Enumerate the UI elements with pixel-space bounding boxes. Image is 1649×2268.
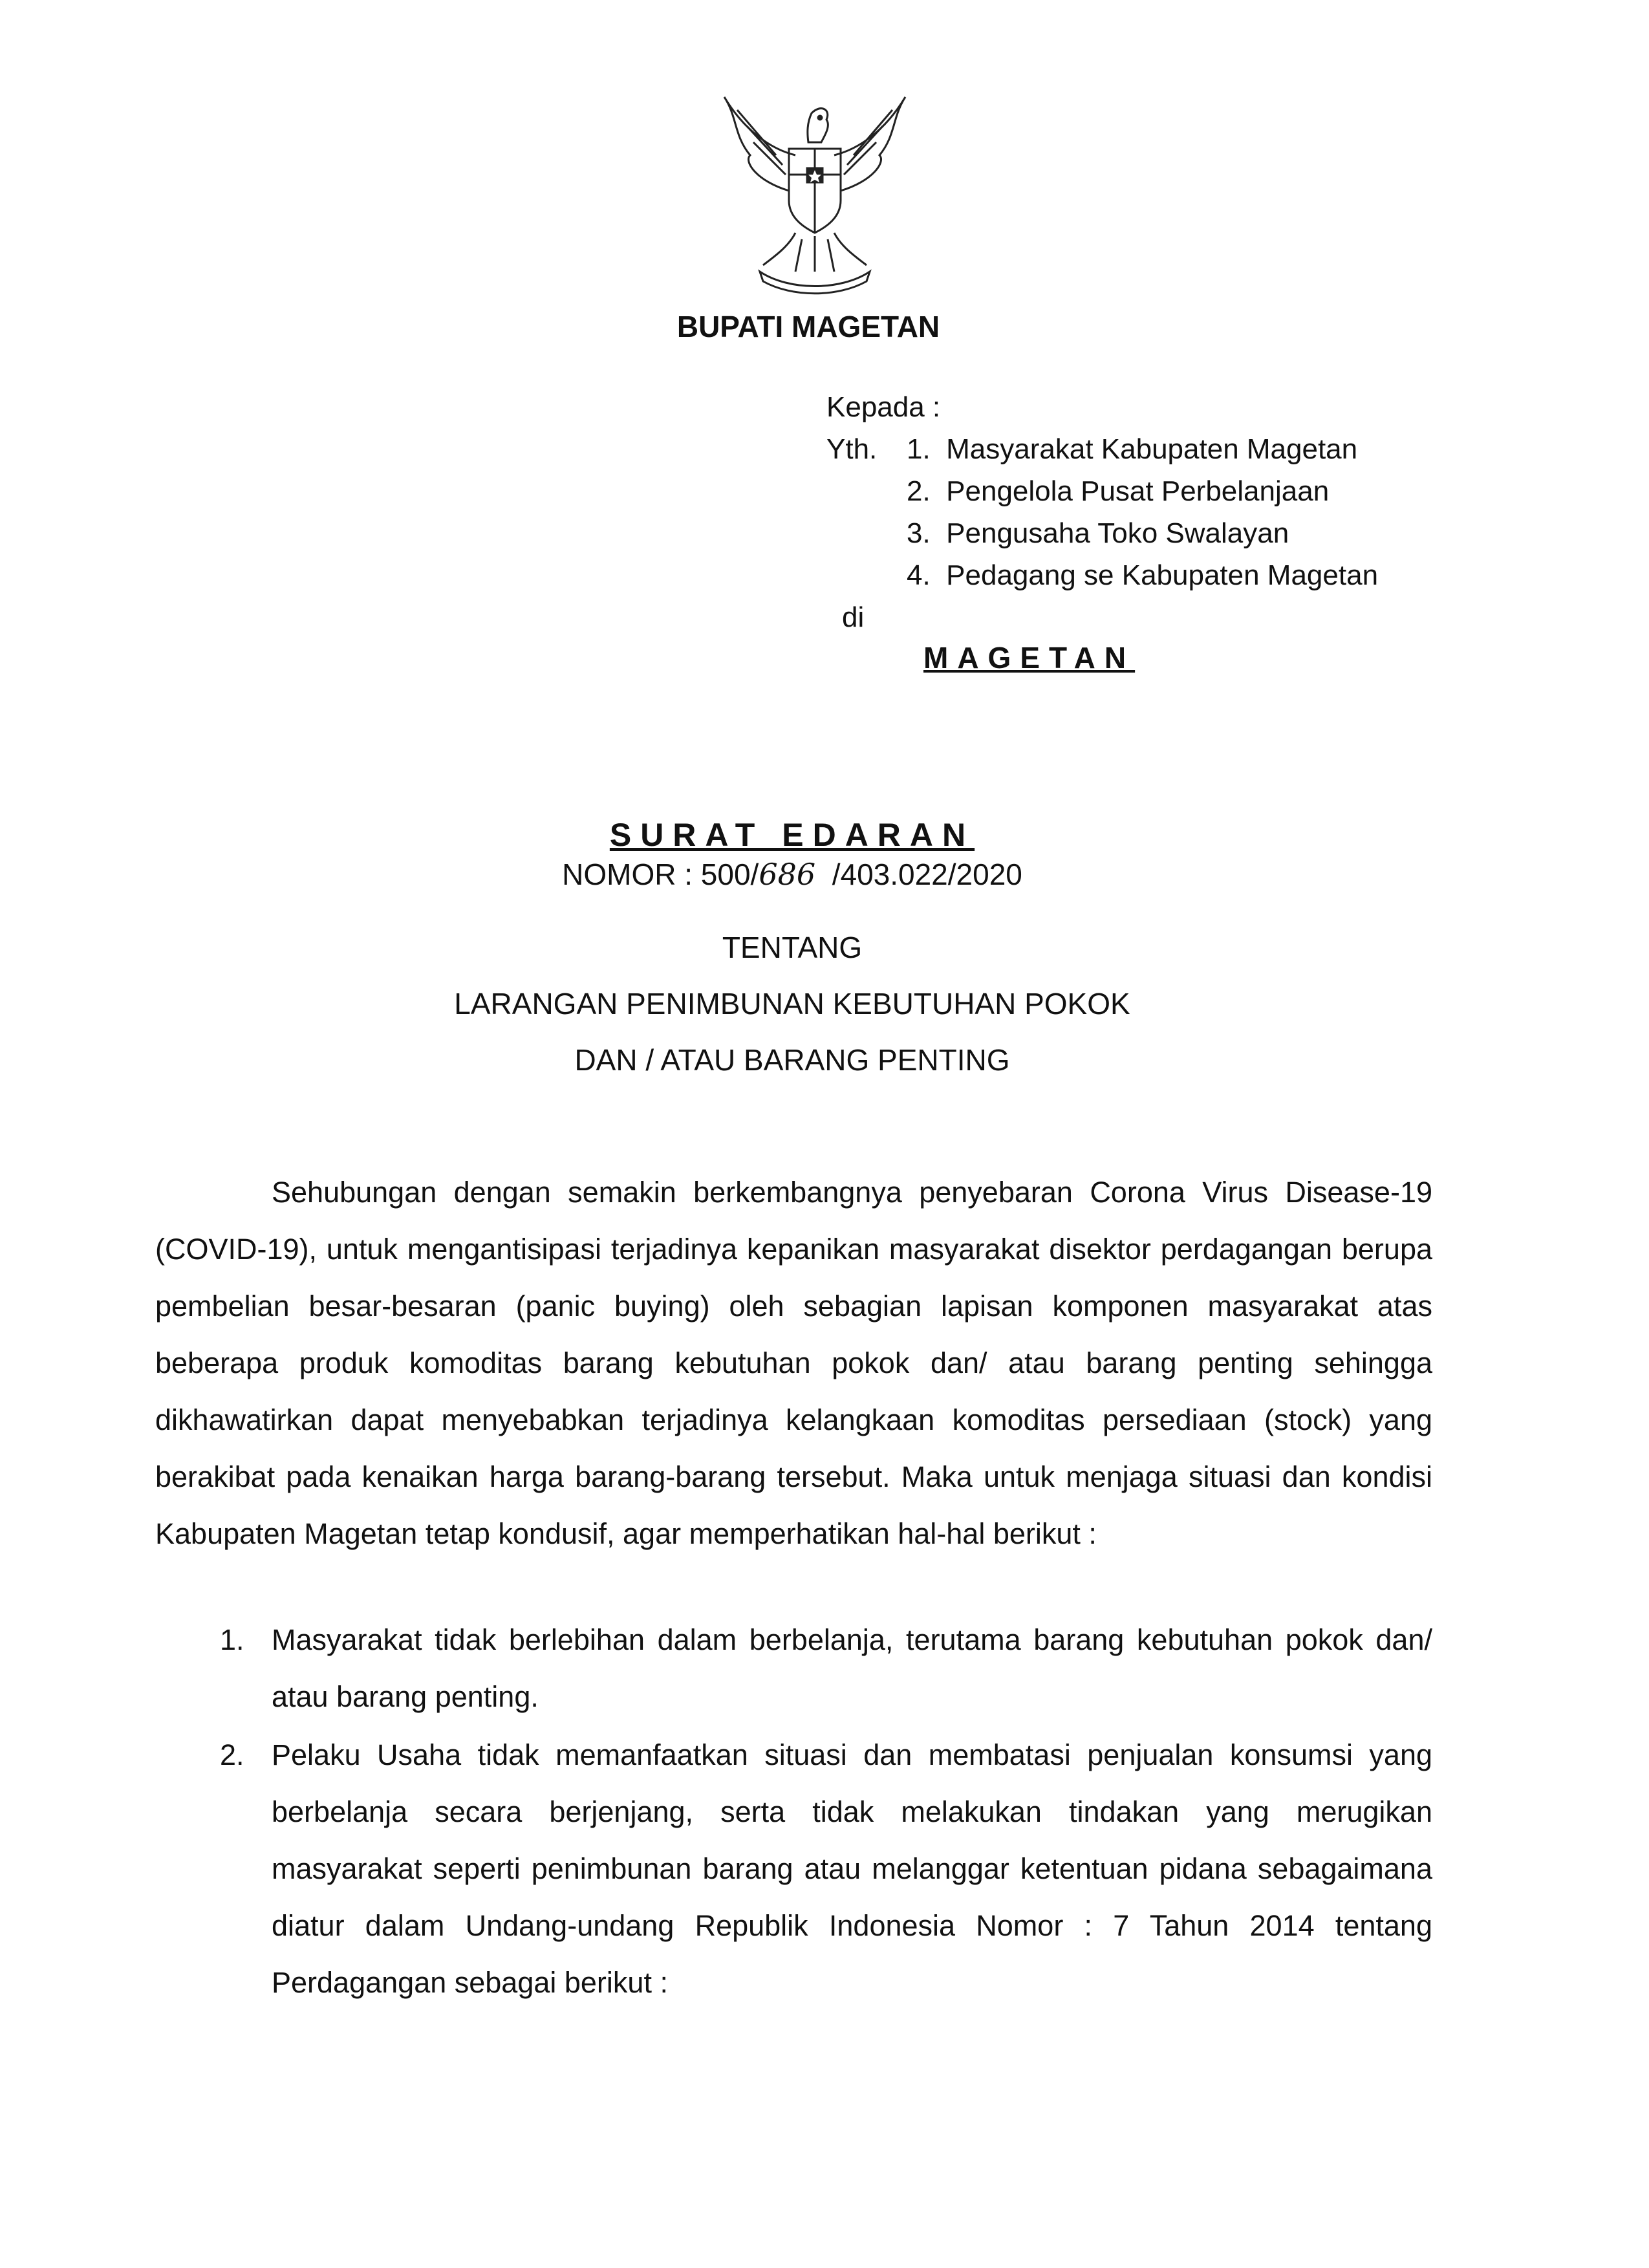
recipient-number: 4. — [907, 559, 931, 591]
circular-subject-line2: DAN / ATAU BARANG PENTING — [574, 1043, 1010, 1077]
recipient-number: 2. — [907, 475, 931, 507]
address-di: di — [842, 601, 865, 633]
list-item-text: Pelaku Usaha tidak memanfaatkan situasi dan membatasi penjualan konsumsi yang berbelanja secara berjenjang, serta tidak melakukan tindakan yang merugikan masyarakat seperti penimbunan barang atau melanggar ketentuan pidana sebagaimana diatur dalam Undang-undang Republik Indonesia Nomor : 7 Tahun 2014 tentang Perdagangan sebagai berikut : — [272, 1738, 1432, 1999]
circular-number — [0, 857, 1584, 892]
circular-about: TENTANG — [722, 931, 863, 964]
circular-number-suffix: /403.022/2020 — [832, 858, 1022, 891]
list-item — [220, 1612, 1432, 1725]
list-item-number: 1. — [220, 1623, 244, 1656]
list-item — [220, 1727, 1432, 2011]
recipient-item — [907, 433, 1357, 466]
circular-subject-line1: LARANGAN PENIMBUNAN KEBUTUHAN POKOK — [454, 987, 1130, 1021]
list-item-text: Masyarakat tidak berlebihan dalam berbelanja, terutama barang kebutuhan pokok dan/ atau barang penting. — [272, 1623, 1432, 1713]
recipient-text: Pengusaha Toko Swalayan — [946, 517, 1289, 549]
letterhead-title: BUPATI MAGETAN — [676, 310, 940, 343]
address-kepada: Kepada : — [826, 391, 941, 423]
body-intro: Sehubungan dengan semakin berkembangnya penyebaran Corona Virus Disease-19 (COVID-19), untuk mengantisipasi terjadinya kepanikan masyarakat disektor perdagangan berupa pembelian besar-besaran (panic buying) oleh sebagian lapisan komponen masyarakat atas beberapa produk komoditas barang kebutuhan pokok dan/ atau barang penting sehingga dikhawatirkan dapat menyebabkan terjadinya kelangkaan komoditas persediaan (stock) yang berakibat pada kenaikan harga barang-barang tersebut. Maka untuk menjaga situasi dan kondisi Kabupaten Magetan tetap kondusif, agar memperhatikan hal-hal berikut : — [155, 1176, 1432, 1550]
garuda-emblem-icon — [698, 78, 931, 297]
recipient-text: Pedagang se Kabupaten Magetan — [946, 559, 1379, 591]
circular-title: SURAT EDARAN — [609, 817, 975, 853]
recipient-item — [907, 475, 1329, 508]
recipient-number: 1. — [907, 433, 931, 465]
circular-number-handwritten: 686 — [759, 857, 816, 892]
body-points-list — [220, 1612, 1432, 2011]
list-item-number: 2. — [220, 1738, 244, 1771]
recipient-text: Pengelola Pusat Perbelanjaan — [946, 475, 1330, 507]
recipient-number: 3. — [907, 517, 931, 549]
recipient-item — [907, 559, 1378, 592]
circular-number-prefix: NOMOR : 500/ — [562, 858, 759, 891]
recipient-text: Masyarakat Kabupaten Magetan — [946, 433, 1358, 465]
address-city: MAGETAN — [923, 641, 1136, 675]
address-yth: Yth. — [826, 433, 878, 465]
recipient-item — [907, 517, 1289, 550]
